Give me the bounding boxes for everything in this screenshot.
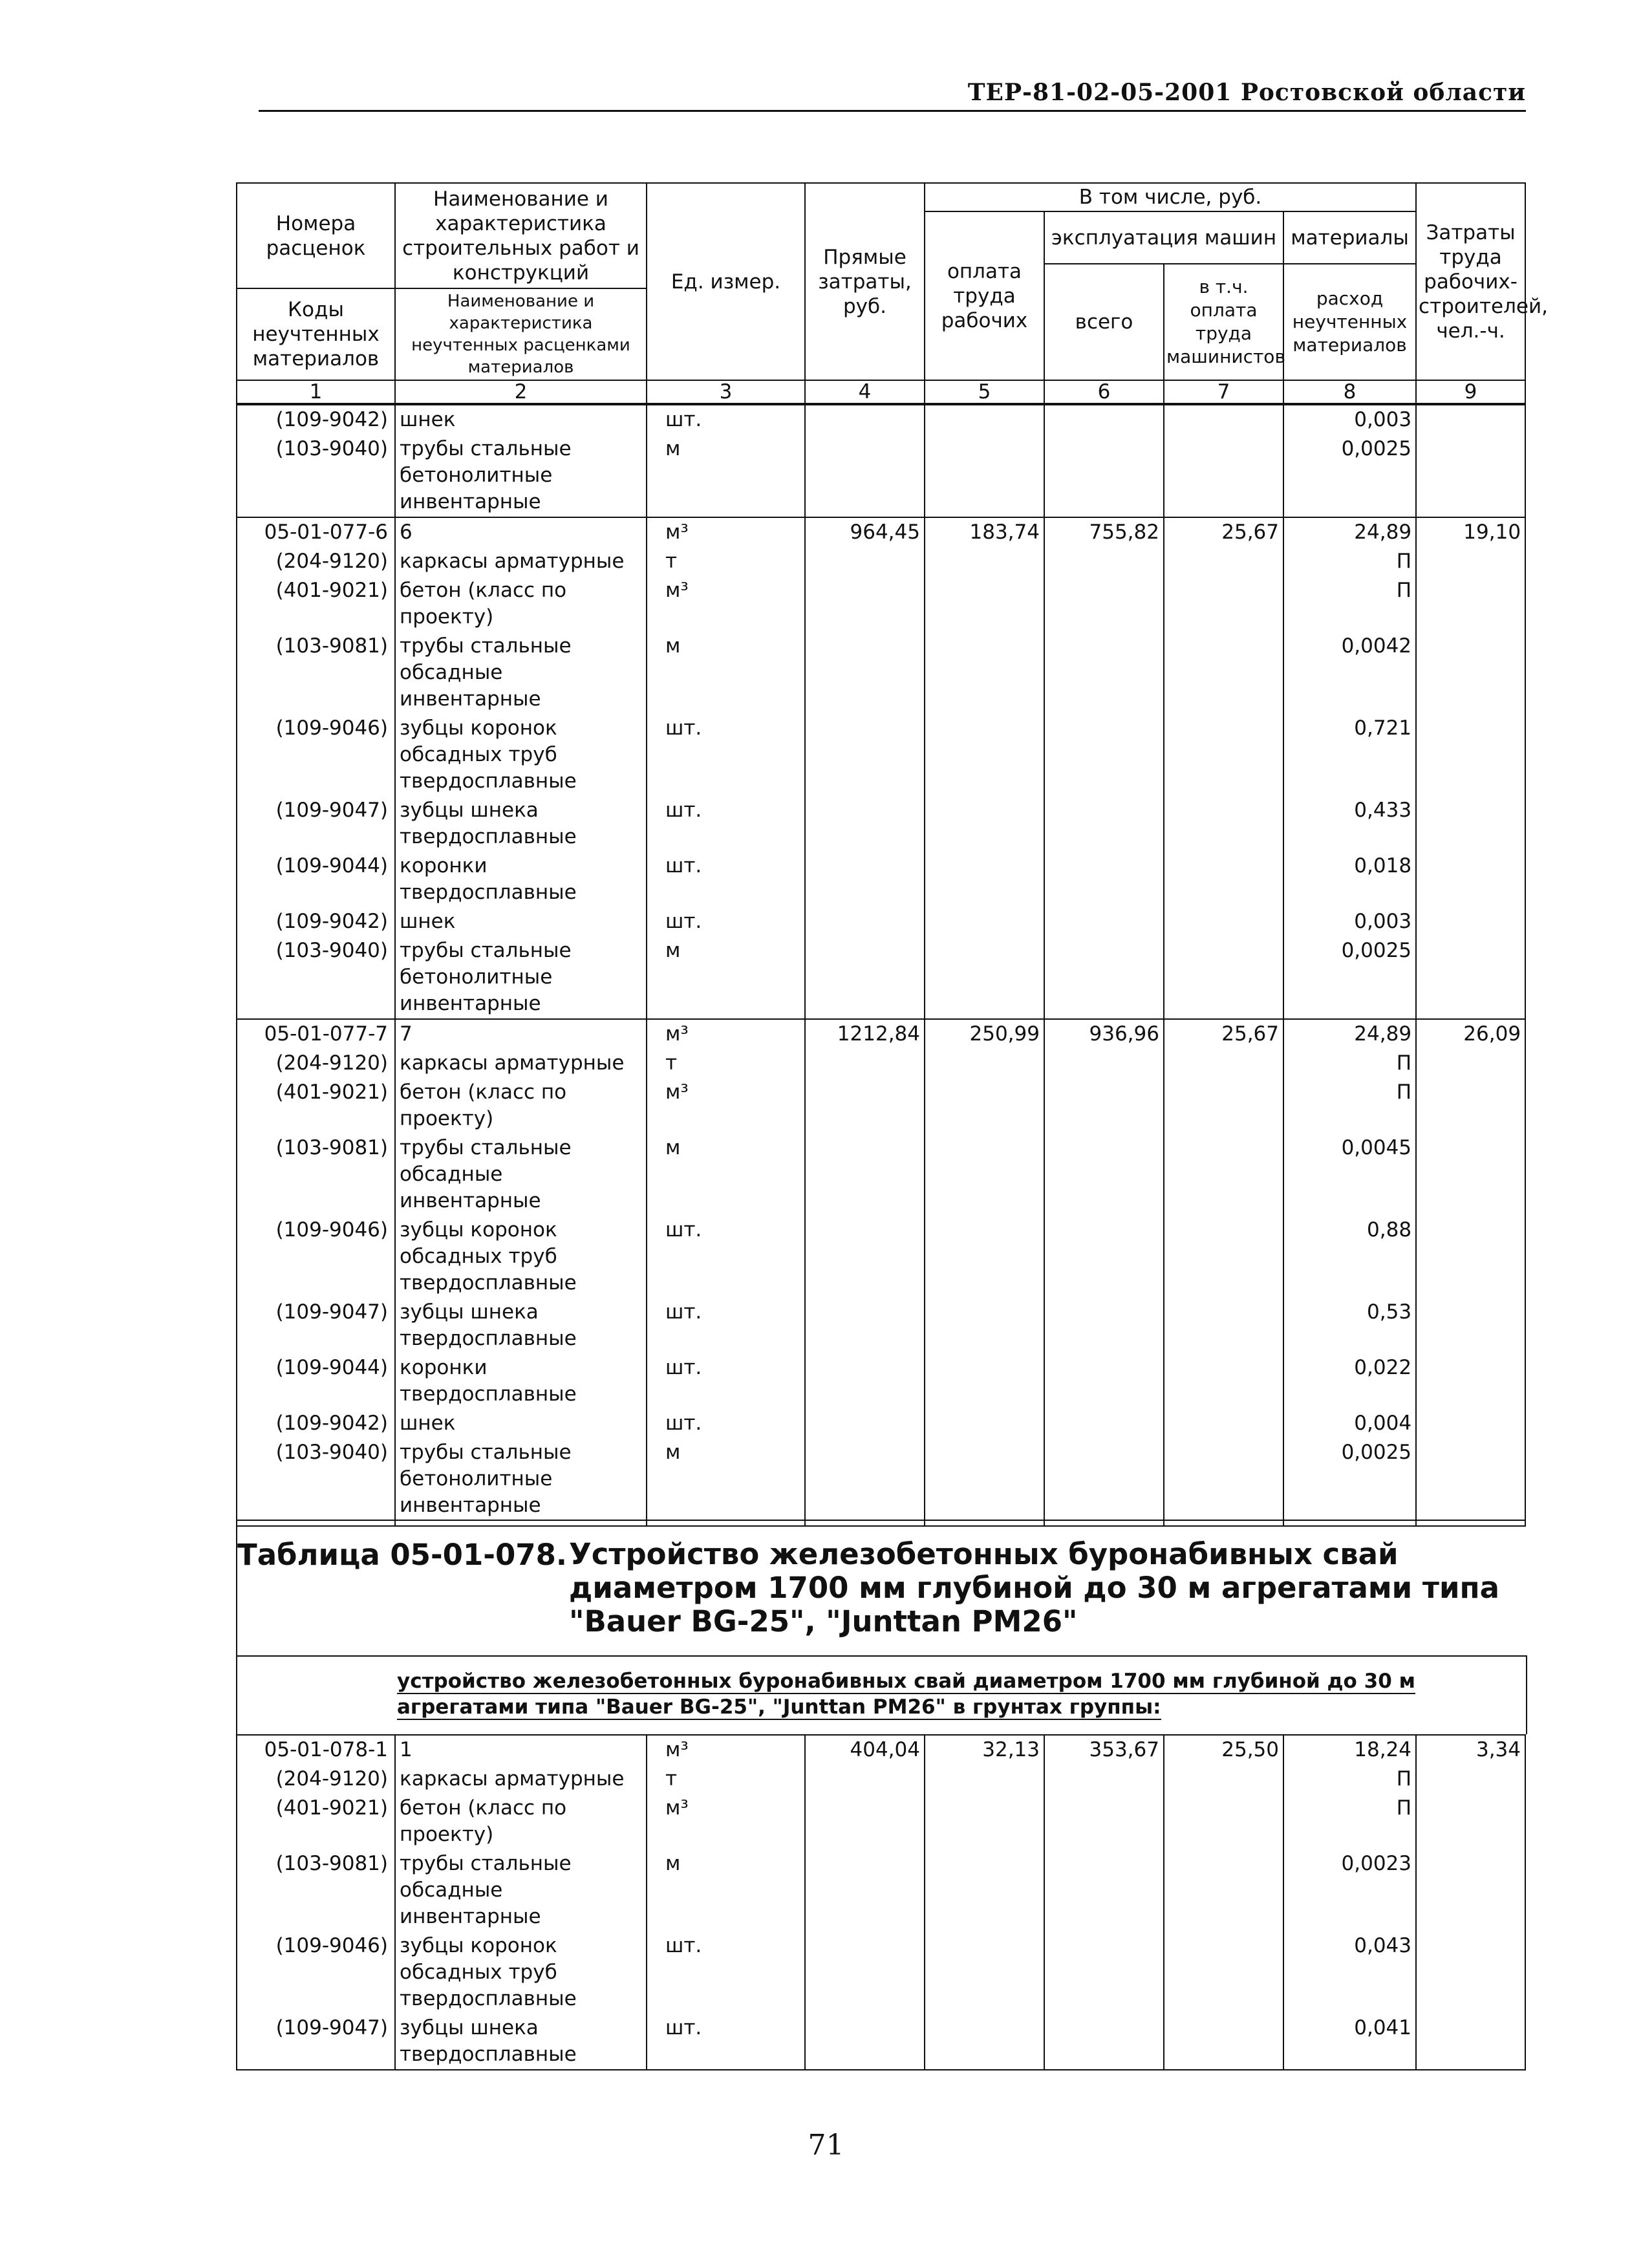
worker-pay-cell: 250,99 [925, 1019, 1044, 1049]
material-row [237, 1134, 1525, 1216]
rate-row [237, 517, 1525, 547]
operator-pay-cell: 25,67 [1164, 517, 1283, 547]
material-name: каркасы арматурные [395, 1049, 647, 1078]
material-row [237, 1931, 1525, 2014]
col-header-operator-pay: в т.ч. оплата труда машинистов [1164, 264, 1283, 380]
operator-pay-cell [1164, 1765, 1283, 1794]
material-value-cell: 0,003 [1283, 404, 1416, 435]
material-value-cell: 0,022 [1283, 1353, 1416, 1409]
machines-total-cell: 936,96 [1044, 1019, 1164, 1049]
material-name: зубцы шнека твердосплавные [395, 1298, 647, 1353]
material-value-cell: 0,004 [1283, 1409, 1416, 1438]
unit-cell: шт. [647, 1353, 805, 1409]
machines-total-cell [1044, 1078, 1164, 1134]
material-row [237, 1298, 1525, 1353]
operator-pay-cell [1164, 1409, 1283, 1438]
unit-cell: шт. [647, 796, 805, 852]
direct-costs-cell [805, 714, 925, 796]
material-value-cell: 18,24 [1283, 1735, 1416, 1765]
unit-cell: шт. [647, 852, 805, 907]
material-value-cell: 24,89 [1283, 1019, 1416, 1049]
operator-pay-cell [1164, 936, 1283, 1019]
labor-hours-cell [1416, 1794, 1525, 1849]
material-value-cell: 0,721 [1283, 714, 1416, 796]
material-code: (109-9047) [237, 2014, 395, 2070]
unit-cell: шт. [647, 1931, 805, 2014]
col-header-including: В том числе, руб. [925, 183, 1416, 211]
direct-costs-cell [805, 1134, 925, 1216]
labor-hours-cell [1416, 1353, 1525, 1409]
unit-cell: шт. [647, 404, 805, 435]
machines-total-cell [1044, 1849, 1164, 1931]
unit-cell: т [647, 547, 805, 576]
direct-costs-cell: 1212,84 [805, 1019, 925, 1049]
labor-hours-cell [1416, 1049, 1525, 1078]
material-name: трубы стальные обсадные инвентарные [395, 632, 647, 714]
page-header [259, 71, 1526, 112]
labor-hours-cell [1416, 1438, 1525, 1526]
material-code: (204-9120) [237, 547, 395, 576]
material-row [237, 796, 1525, 852]
material-name: шнек [395, 1409, 647, 1438]
direct-costs-cell [805, 1794, 925, 1849]
labor-hours-cell [1416, 1134, 1525, 1216]
worker-pay-cell [925, 1931, 1044, 2014]
material-value-cell: П [1283, 1765, 1416, 1794]
col-header-rate-numbers: Номера расценок [237, 183, 395, 288]
material-row [237, 907, 1525, 936]
unit-cell: м³ [647, 1078, 805, 1134]
worker-pay-cell [925, 852, 1044, 907]
material-name: зубцы коронок обсадных труб твердосплавные [395, 714, 647, 796]
labor-hours-cell [1416, 576, 1525, 632]
direct-costs-cell [805, 796, 925, 852]
material-row [237, 1409, 1525, 1438]
material-row [237, 1216, 1525, 1298]
direct-costs-cell [805, 632, 925, 714]
material-code: (109-9047) [237, 1298, 395, 1353]
material-value-cell: 0,0045 [1283, 1134, 1416, 1216]
labor-hours-cell [1416, 1931, 1525, 2014]
rate-row [237, 1735, 1525, 1765]
labor-hours-cell [1416, 1216, 1525, 1298]
col-header-labor-hours: Затраты труда рабочих-строителей, чел.-ч. [1416, 183, 1525, 380]
material-row [237, 1765, 1525, 1794]
unit-cell: м [647, 1134, 805, 1216]
material-code: (103-9040) [237, 1438, 395, 1526]
material-value-cell: П [1283, 1078, 1416, 1134]
labor-hours-cell [1416, 907, 1525, 936]
material-value-cell: 0,043 [1283, 1931, 1416, 2014]
col-header-direct-costs: Прямые затраты, руб. [805, 183, 925, 380]
machines-total-cell [1044, 1438, 1164, 1526]
operator-pay-cell [1164, 1216, 1283, 1298]
page-number: 71 [808, 2129, 844, 2162]
machines-total-cell [1044, 1409, 1164, 1438]
worker-pay-cell [925, 547, 1044, 576]
machines-total-cell [1044, 714, 1164, 796]
direct-costs-cell [805, 1765, 925, 1794]
table-number: Таблица 05-01-078. [237, 1538, 567, 1572]
group-description: устройство железобетонных буронабивных свай диаметром 1700 мм глубиной до 30 м агрегатами типа "Bauer BG-25", "Junttan PM26" в грунтах группы: [397, 1670, 1415, 1719]
direct-costs-cell [805, 1931, 925, 2014]
direct-costs-cell [805, 547, 925, 576]
material-code: (401-9021) [237, 1794, 395, 1849]
col-header-material-consumption: расход неучтенных материалов [1283, 264, 1416, 380]
machines-total-cell [1044, 435, 1164, 517]
material-code: (109-9042) [237, 404, 395, 435]
labor-hours-cell [1416, 435, 1525, 517]
machines-total-cell [1044, 1216, 1164, 1298]
worker-pay-cell [925, 907, 1044, 936]
document-reference: ТЕР-81-02-05-2001 Ростовской области [967, 79, 1526, 106]
labor-hours-cell: 26,09 [1416, 1019, 1525, 1049]
unit-cell: шт. [647, 1409, 805, 1438]
material-row [237, 852, 1525, 907]
col-header-machine-operation: эксплуатация машин [1044, 211, 1283, 264]
worker-pay-cell [925, 1849, 1044, 1931]
direct-costs-cell [805, 435, 925, 517]
labor-hours-cell [1416, 632, 1525, 714]
machines-total-cell [1044, 1794, 1164, 1849]
worker-pay-cell [925, 714, 1044, 796]
labor-hours-cell [1416, 714, 1525, 796]
material-row [237, 714, 1525, 796]
material-value-cell: 0,0023 [1283, 1849, 1416, 1931]
material-code: (103-9040) [237, 936, 395, 1019]
material-row [237, 632, 1525, 714]
material-row [237, 2014, 1525, 2070]
labor-hours-cell [1416, 936, 1525, 1019]
material-name: каркасы арматурные [395, 547, 647, 576]
machines-total-cell: 353,67 [1044, 1735, 1164, 1765]
direct-costs-cell: 964,45 [805, 517, 925, 547]
operator-pay-cell: 25,50 [1164, 1735, 1283, 1765]
worker-pay-cell [925, 632, 1044, 714]
material-value-cell: 0,0025 [1283, 1438, 1416, 1526]
direct-costs-cell [805, 852, 925, 907]
material-code: (401-9021) [237, 576, 395, 632]
material-name: зубцы шнека твердосплавные [395, 2014, 647, 2070]
material-value-cell: 0,0042 [1283, 632, 1416, 714]
unit-cell: шт. [647, 907, 805, 936]
unit-cell: шт. [647, 714, 805, 796]
table-title: Устройство железобетонных буронабивных свай диаметром 1700 мм глубиной до 30 м агрегатами типа "Bauer BG-25", "Junttan PM26" [569, 1537, 1499, 1639]
material-value-cell: 0,433 [1283, 796, 1416, 852]
material-name: коронки твердосплавные [395, 1353, 647, 1409]
labor-hours-cell [1416, 1765, 1525, 1794]
material-code: (109-9042) [237, 1409, 395, 1438]
operator-pay-cell [1164, 547, 1283, 576]
machines-total-cell [1044, 404, 1164, 435]
material-name: трубы стальные бетонолитные инвентарные [395, 435, 647, 517]
machines-total-cell [1044, 1353, 1164, 1409]
material-value-cell: 0,53 [1283, 1298, 1416, 1353]
machines-total-cell [1044, 547, 1164, 576]
group-header [236, 1655, 1527, 1734]
table-title-block [236, 1520, 1526, 1657]
material-value-cell: П [1283, 576, 1416, 632]
rate-code: 05-01-077-7 [237, 1019, 395, 1049]
rates-table [236, 182, 1548, 1527]
material-name: бетон (класс по проекту) [395, 1078, 647, 1134]
operator-pay-cell [1164, 714, 1283, 796]
unit-cell: м³ [647, 1794, 805, 1849]
unit-cell: м [647, 936, 805, 1019]
material-code: (109-9046) [237, 1216, 395, 1298]
worker-pay-cell [925, 936, 1044, 1019]
operator-pay-cell [1164, 1298, 1283, 1353]
machines-total-cell [1044, 936, 1164, 1019]
material-value-cell: П [1283, 1049, 1416, 1078]
worker-pay-cell: 183,74 [925, 517, 1044, 547]
unit-cell: т [647, 1049, 805, 1078]
operator-pay-cell [1164, 796, 1283, 852]
rate-name: 7 [395, 1019, 647, 1049]
labor-hours-cell [1416, 1298, 1525, 1353]
labor-hours-cell [1416, 404, 1525, 435]
col-header-machines-total: всего [1044, 264, 1164, 380]
worker-pay-cell [925, 1078, 1044, 1134]
worker-pay-cell [925, 796, 1044, 852]
unit-cell: м³ [647, 1019, 805, 1049]
unit-cell: м³ [647, 1735, 805, 1765]
material-row [237, 404, 1525, 435]
rate-code: 05-01-077-6 [237, 517, 395, 547]
unit-cell: м [647, 632, 805, 714]
direct-costs-cell [805, 1409, 925, 1438]
direct-costs-cell [805, 936, 925, 1019]
material-value-cell: 24,89 [1283, 517, 1416, 547]
material-value-cell: 0,003 [1283, 907, 1416, 936]
worker-pay-cell [925, 1216, 1044, 1298]
machines-total-cell [1044, 1931, 1164, 2014]
material-value-cell: 0,041 [1283, 2014, 1416, 2070]
machines-total-cell [1044, 1134, 1164, 1216]
rate-name: 1 [395, 1735, 647, 1765]
machines-total-cell [1044, 852, 1164, 907]
worker-pay-cell [925, 1438, 1044, 1526]
operator-pay-cell [1164, 1049, 1283, 1078]
worker-pay-cell [925, 1794, 1044, 1849]
material-code: (401-9021) [237, 1078, 395, 1134]
material-row [237, 1353, 1525, 1409]
machines-total-cell [1044, 796, 1164, 852]
worker-pay-cell: 32,13 [925, 1735, 1044, 1765]
col-header-material-codes: Коды неучтенных материалов [237, 288, 395, 380]
unit-cell: шт. [647, 1298, 805, 1353]
labor-hours-cell [1416, 1849, 1525, 1931]
material-code: (204-9120) [237, 1049, 395, 1078]
material-value-cell: 0,88 [1283, 1216, 1416, 1298]
direct-costs-cell [805, 1298, 925, 1353]
material-name: трубы стальные обсадные инвентарные [395, 1134, 647, 1216]
material-code: (103-9081) [237, 1134, 395, 1216]
unit-cell: шт. [647, 2014, 805, 2070]
operator-pay-cell [1164, 1134, 1283, 1216]
worker-pay-cell [925, 2014, 1044, 2070]
material-name: трубы стальные бетонолитные инвентарные [395, 936, 647, 1019]
labor-hours-cell [1416, 796, 1525, 852]
material-name: шнек [395, 907, 647, 936]
operator-pay-cell [1164, 1849, 1283, 1931]
direct-costs-cell [805, 404, 925, 435]
unit-cell: м [647, 1438, 805, 1526]
direct-costs-cell [805, 907, 925, 936]
col-header-material-names: Наименование и характеристика неучтенных расценками материалов [395, 288, 647, 380]
material-name: трубы стальные обсадные инвентарные [395, 1849, 647, 1931]
col-header-unit: Ед. измер. [647, 183, 805, 380]
material-row [237, 1438, 1525, 1526]
unit-cell: м [647, 1849, 805, 1931]
machines-total-cell [1044, 2014, 1164, 2070]
machines-total-cell [1044, 576, 1164, 632]
machines-total-cell [1044, 1765, 1164, 1794]
material-row [237, 1078, 1525, 1134]
material-code: (109-9046) [237, 714, 395, 796]
machines-total-cell [1044, 632, 1164, 714]
unit-cell: м [647, 435, 805, 517]
labor-hours-cell [1416, 547, 1525, 576]
material-code: (109-9042) [237, 907, 395, 936]
material-code: (109-9044) [237, 852, 395, 907]
direct-costs-cell: 404,04 [805, 1735, 925, 1765]
material-row [237, 576, 1525, 632]
direct-costs-cell [805, 1438, 925, 1526]
material-row [237, 547, 1525, 576]
material-name: каркасы арматурные [395, 1765, 647, 1794]
labor-hours-cell [1416, 1078, 1525, 1134]
material-name: зубцы шнека твердосплавные [395, 796, 647, 852]
material-value-cell: 0,0025 [1283, 435, 1416, 517]
worker-pay-cell [925, 1049, 1044, 1078]
rates-table-078 [236, 1734, 1526, 2070]
material-code: (103-9040) [237, 435, 395, 517]
labor-hours-cell [1416, 852, 1525, 907]
material-code: (109-9044) [237, 1353, 395, 1409]
operator-pay-cell [1164, 1794, 1283, 1849]
material-row [237, 435, 1525, 517]
unit-cell: шт. [647, 1216, 805, 1298]
worker-pay-cell [925, 1353, 1044, 1409]
worker-pay-cell [925, 1409, 1044, 1438]
operator-pay-cell [1164, 1931, 1283, 2014]
direct-costs-cell [805, 1353, 925, 1409]
col-header-materials: материалы [1283, 211, 1416, 264]
labor-hours-cell [1416, 1409, 1525, 1438]
labor-hours-cell [1416, 2014, 1525, 2070]
material-name: бетон (класс по проекту) [395, 1794, 647, 1849]
material-name: коронки твердосплавные [395, 852, 647, 907]
operator-pay-cell [1164, 2014, 1283, 2070]
machines-total-cell [1044, 1049, 1164, 1078]
worker-pay-cell [925, 435, 1044, 517]
operator-pay-cell: 25,67 [1164, 1019, 1283, 1049]
col-header-worker-pay: оплата труда рабочих [925, 211, 1044, 380]
material-name: шнек [395, 404, 647, 435]
operator-pay-cell [1164, 852, 1283, 907]
operator-pay-cell [1164, 907, 1283, 936]
material-name: зубцы коронок обсадных труб твердосплавные [395, 1931, 647, 2014]
material-code: (109-9047) [237, 796, 395, 852]
rate-name: 6 [395, 517, 647, 547]
operator-pay-cell [1164, 1438, 1283, 1526]
operator-pay-cell [1164, 1353, 1283, 1409]
labor-hours-cell: 19,10 [1416, 517, 1525, 547]
direct-costs-cell [805, 1049, 925, 1078]
worker-pay-cell [925, 1134, 1044, 1216]
material-row [237, 1049, 1525, 1078]
unit-cell: м³ [647, 517, 805, 547]
worker-pay-cell [925, 404, 1044, 435]
operator-pay-cell [1164, 1078, 1283, 1134]
worker-pay-cell [925, 1298, 1044, 1353]
column-numbers-row: 1 2 3 4 5 6 7 8 9 [237, 380, 1525, 404]
material-value-cell: 0,0025 [1283, 936, 1416, 1019]
rate-code: 05-01-078-1 [237, 1735, 395, 1765]
labor-hours-cell: 3,34 [1416, 1735, 1525, 1765]
unit-cell: т [647, 1765, 805, 1794]
direct-costs-cell [805, 2014, 925, 2070]
material-name: бетон (класс по проекту) [395, 576, 647, 632]
material-row [237, 1794, 1525, 1849]
material-value-cell: П [1283, 1794, 1416, 1849]
direct-costs-cell [805, 1078, 925, 1134]
material-name: трубы стальные бетонолитные инвентарные [395, 1438, 647, 1526]
direct-costs-cell [805, 1849, 925, 1931]
operator-pay-cell [1164, 435, 1283, 517]
material-value-cell: П [1283, 547, 1416, 576]
direct-costs-cell [805, 1216, 925, 1298]
material-code: (103-9081) [237, 632, 395, 714]
machines-total-cell [1044, 1298, 1164, 1353]
worker-pay-cell [925, 1765, 1044, 1794]
material-value-cell: 0,018 [1283, 852, 1416, 907]
worker-pay-cell [925, 576, 1044, 632]
machines-total-cell [1044, 907, 1164, 936]
rate-row [237, 1019, 1525, 1049]
material-row [237, 1849, 1525, 1931]
direct-costs-cell [805, 576, 925, 632]
material-code: (103-9081) [237, 1849, 395, 1931]
col-header-work-name: Наименование и характеристика строительных работ и конструкций [395, 183, 647, 288]
material-code: (204-9120) [237, 1765, 395, 1794]
machines-total-cell: 755,82 [1044, 517, 1164, 547]
material-name: зубцы коронок обсадных труб твердосплавные [395, 1216, 647, 1298]
unit-cell: м³ [647, 576, 805, 632]
operator-pay-cell [1164, 576, 1283, 632]
material-code: (109-9046) [237, 1931, 395, 2014]
operator-pay-cell [1164, 404, 1283, 435]
material-row [237, 936, 1525, 1019]
operator-pay-cell [1164, 632, 1283, 714]
